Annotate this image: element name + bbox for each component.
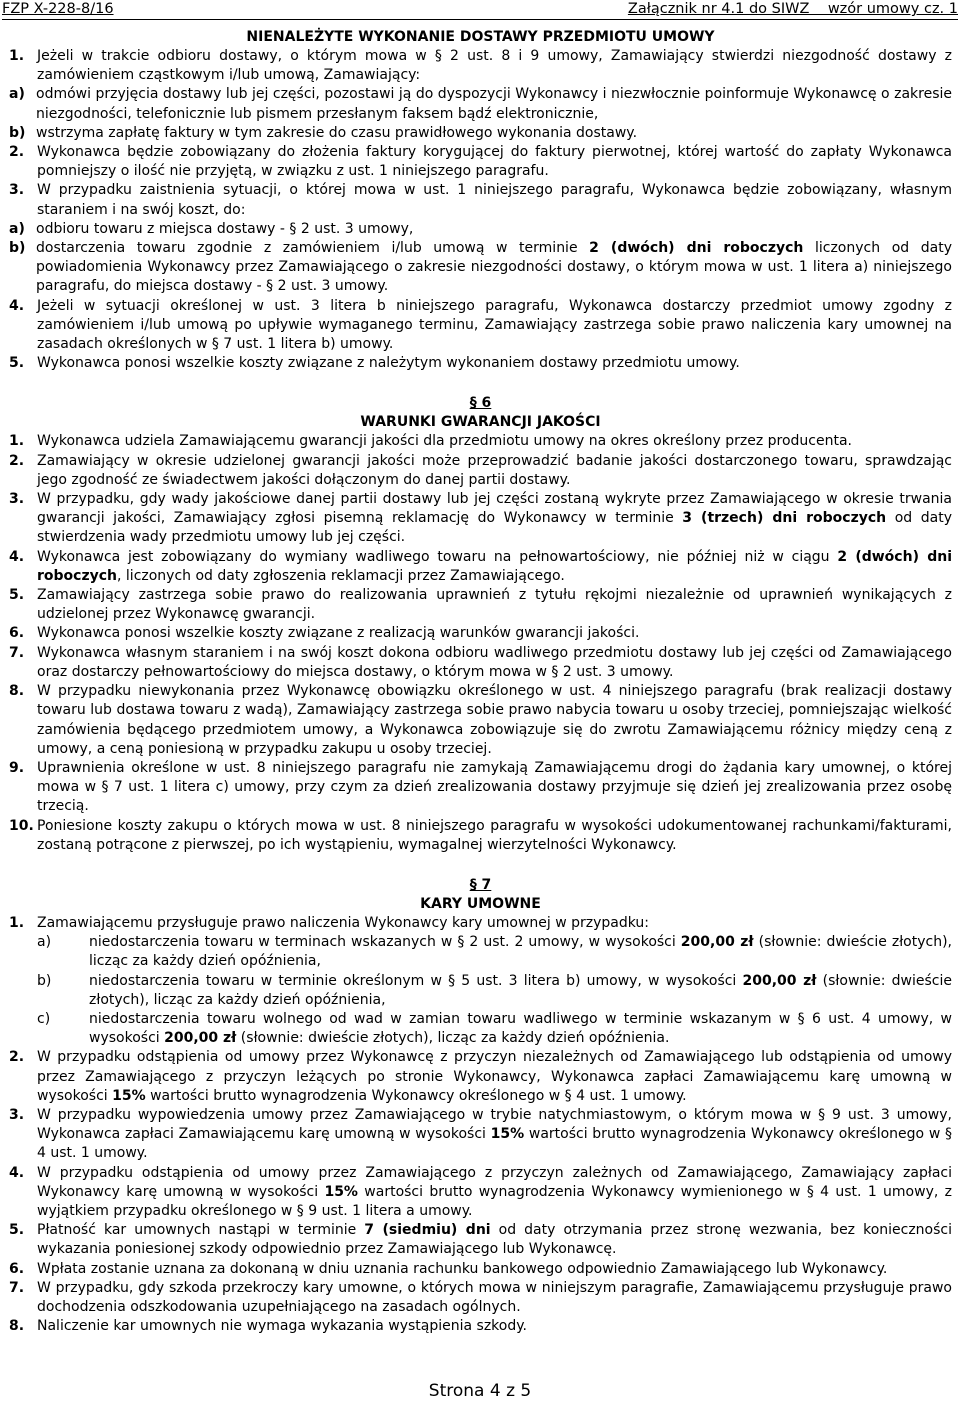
clause (9, 354, 952, 373)
sub-clause-label: b) (9, 240, 26, 257)
clause (9, 490, 952, 548)
page-header (2, 0, 958, 20)
clause-number: 2. (9, 452, 25, 469)
header-case-number: FZP X-228-8/16 (2, 1, 114, 17)
clause-text: Jeżeli w trakcie odbioru dostawy, o którym mowa w § 2 ust. 8 i 9 umowy, Zamawiający stwierdzi niezgodność dostawy z zamówieniem cząstkowym i/lub umową, Zamawiający: (37, 48, 952, 84)
clause (9, 297, 952, 355)
clause-text: Wykonawca własnym staraniem i na swój koszt dokona odbioru wadliwego przedmiotu dostawy lub jej części od Zamawiającego oraz dostarczy pełnowartościowy do miejsca dostawy, o którym mowa w § 2 ust. 3 umowy. (37, 644, 952, 680)
clause (9, 586, 952, 624)
clause (9, 1048, 952, 1106)
clause (9, 452, 952, 490)
sub-clause-label: a) (9, 86, 25, 103)
sub-clause-text: odbioru towaru z miejsca dostawy - § 2 ust. 3 umowy, (36, 220, 414, 237)
clause (9, 1164, 952, 1222)
sub-clause (9, 972, 952, 1010)
clause-number: 7. (9, 1279, 25, 1296)
sub-clause-label: c) (37, 1010, 51, 1027)
clause-text: Zamawiający w okresie udzielonej gwarancji jakości może przeprowadzić badanie jakości dostarczonego towaru, sprawdzając jego zgodność ze świadectwem jakości dołączonym do danej partii dostawy. (37, 452, 952, 488)
clause (9, 1260, 952, 1279)
clause (9, 181, 952, 219)
clause-number: 7. (9, 644, 25, 661)
section-title: WARUNKI GWARANCJI JAKOŚCI (360, 414, 601, 431)
clause (9, 1317, 952, 1336)
clause-text: W przypadku, gdy wady jakościowe danej partii dostawy lub jej części zostaną wykryte przez Zamawiającego w okresie trwania gwarancji jakości, Zamawiający zgłosi pisemną reklamację do Wykonawcy w terminie 3 (trzech) dni roboczych od daty stwierdzenia wady przedmiotu umowy lub jej części. (37, 491, 953, 546)
clause-number: 8. (9, 683, 25, 700)
clause-number: 6. (9, 1260, 25, 1277)
clause (9, 624, 952, 643)
clause-number: 3. (9, 182, 25, 199)
clause (9, 644, 952, 682)
clause-number: 2. (9, 144, 25, 161)
section-number: § 7 (469, 876, 492, 893)
clause-number: 5. (9, 355, 25, 372)
clause-number: 4. (9, 297, 25, 314)
clause-number: 4. (9, 548, 25, 565)
clause-text: W przypadku odstąpienia od umowy przez Zamawiającego z przyczyn zależnych od Zamawiającego, Zamawiający zapłaci Wykonawcy karę umowną w wysokości 15% wartości brutto wynagrodzenia Wykonawcy wymienionego w § 4 ust. 1 umowy, z wyjątkiem przypadku określonego w § 9 ust. 1 litera a umowy. (37, 1164, 952, 1219)
clause (9, 817, 952, 855)
sub-clause (9, 1010, 952, 1048)
clause-text: Wykonawca jest zobowiązany do wymiany wadliwego towaru na pełnowartościowy, nie później niż w ciągu 2 (dwóch) dni roboczych, liczonych od daty zgłoszenia reklamacji przez Zamawiającego. (37, 548, 952, 584)
page-number: Strona 4 z 5 (428, 1381, 532, 1401)
sub-clause (9, 933, 952, 971)
clause-text: Wykonawca udziela Zamawiającemu gwarancji jakości dla przedmiotu umowy na okres określony przez producenta. (37, 433, 852, 450)
sub-clause-text: wstrzyma zapłatę faktury w tym zakresie do czasu prawidłowego wykonania dostawy. (36, 124, 638, 141)
clause-text: Wykonawca ponosi wszelkie koszty związane z należytym wykonaniem dostawy przedmiotu umowy. (37, 355, 740, 372)
clause-number: 3. (9, 1106, 25, 1123)
clause-text: Wykonawca ponosi wszelkie koszty związane z realizacją warunków gwarancji jakości. (37, 625, 640, 642)
clause-number: 1. (9, 433, 25, 450)
clause (9, 432, 952, 451)
section-title: KARY UMOWNE (420, 895, 541, 912)
clause-text: Płatność kar umownych nastąpi w terminie 7 (siedmiu) dni od daty otrzymania przez stronę wezwania, bez konieczności wykazania poniesionej szkody odpowiednio przez Zamawiającego lub Wykonawcę. (37, 1222, 952, 1258)
section-number: § 6 (469, 395, 492, 412)
clause-number: 1. (9, 48, 25, 64)
clause-text: Uprawnienia określone w ust. 8 niniejszego paragrafu nie zamykają Zamawiającemu drogi do żądania kary umownej, o której mowa w § 7 ust. 1 litera c) umowy, przy czym za dzień zrealizowania dostawy przyjmuje się dzień jej zrealizowania przez osobę trzecią. (37, 759, 952, 815)
clause-text: Jeżeli w sytuacji określonej w ust. 3 litera b niniejszego paragrafu, Wykonawca dostarczy przedmiot umowy zgodny z zamówieniem i/lub umową po upływie wymaganego terminu, Zamawiający zastrzega sobie prawo naliczenia kary umownej na zasadach określonych w § 7 ust. 1 litera b) umowy. (37, 297, 952, 353)
clause (9, 682, 952, 759)
clause-text: Naliczenie kar umownych nie wymaga wykazania wystąpienia szkody. (37, 1318, 527, 1335)
clause-number: 9. (9, 759, 25, 776)
sub-clause-label: b) (37, 972, 52, 989)
clause-text: Zamawiającemu przysługuje prawo naliczenia Wykonawcy kary umownej w przypadku: (37, 914, 650, 931)
sub-clause-label: a) (37, 934, 52, 951)
clause (9, 914, 952, 933)
clause (9, 1221, 952, 1259)
clause (9, 548, 952, 586)
sub-clause-text: odmówi przyjęcia dostawy lub jej części, pozostawi ją do dyspozycji Wykonawcy i niezwłocznie poinformuje Wykonawcę o zakresie niezgodności, telefonicznie lub pismem przesłanym faksem bądź elektronicznie, (36, 86, 952, 122)
clause-number: 4. (9, 1164, 25, 1181)
sub-clause-text: niedostarczenia towaru w terminach wskazanych w § 2 ust. 2 umowy, w wysokości 200,00 zł (słownie: dwieście złotych), licząc za każdy dzień opóźnienia, (89, 934, 952, 970)
clause-text: W przypadku, gdy szkoda przekroczy kary umowne, o których mowa w niniejszym paragrafie, Zamawiającemu przysługuje prawo dochodzenia odszkodowania uzupełniającego na zasadach ogólnych. (37, 1279, 952, 1315)
document-body (9, 28, 952, 1336)
sub-clause (9, 85, 952, 123)
header-attachment-label: Załącznik nr 4.1 do SIWZ wzór umowy cz. 1 (627, 1, 958, 17)
clause-text: W przypadku wypowiedzenia umowy przez Zamawiającego w trybie natychmiastowym, o którym mowa w § 9 ust. 3 umowy, Wykonawca zapłaci Zamawiającemu karę umowną w wysokości 15% wartości brutto wynagrodzenia Wykonawcy określonego w § 4 ust. 1 umowy. (37, 1106, 952, 1162)
clause-text: Wpłata zostanie uznana za dokonaną w dniu uznania rachunku bankowego odpowiednio Zamawiającego lub Wykonawcy. (37, 1260, 888, 1277)
sub-clause (9, 239, 952, 297)
section-title: NIENALEŻYTE WYKONANIE DOSTAWY PRZEDMIOTU UMOWY (246, 29, 715, 45)
sub-clause-text: dostarczenia towaru zgodnie z zamówieniem i/lub umową w terminie 2 (dwóch) dni roboczych liczonych od daty powiadomienia Wykonawcy przez Zamawiającego o zakresie niezgodności dostawy, o którym mowa w ust. 1 litera a) niniejszego paragrafu, do miejsca dostawy - § 2 ust. 3 umowy. (36, 240, 952, 295)
clause-number: 6. (9, 625, 25, 642)
clause-text: W przypadku zaistnienia sytuacji, o której mowa w ust. 1 niniejszego paragrafu, Wykonawca będzie zobowiązany, własnym staraniem i na swój koszt, do: (37, 182, 952, 218)
clause (9, 1279, 952, 1317)
clause-number: 2. (9, 1049, 25, 1066)
clause-number: 5. (9, 587, 25, 604)
sub-clause-text: niedostarczenia towaru w terminie określonym w § 5 ust. 3 litera b) umowy, w wysokości 200,00 zł (słownie: dwieście złotych), licząc za każdy dzień opóźnienia, (89, 972, 952, 1008)
sub-clause-label: b) (9, 124, 26, 141)
clause-number: 5. (9, 1222, 25, 1239)
clause (9, 1106, 952, 1164)
clause (9, 47, 952, 85)
clause-text: W przypadku odstąpienia od umowy przez Wykonawcę z przyczyn niezależnych od Zamawiającego lub odstąpienia od umowy przez Zamawiającego z przyczyn leżących po stronie Wykonawcy, Wykonawca zapłaci Zamawiającemu karę umowną w wysokości 15% wartości brutto wynagrodzenia Wykonawcy określonego w § 4 ust. 1 umowy. (37, 1049, 952, 1104)
sub-clause-label: a) (9, 220, 25, 237)
clause (9, 759, 952, 817)
clause-text: W przypadku niewykonania przez Wykonawcę obowiązku określonego w ust. 4 niniejszego paragrafu (brak realizacji dostawy towaru lub dostawa towaru z wadą), Zamawiający zastrzega sobie prawo nabycia towaru u osoby trzeciej, pomniejszając wielkość zamówienia będącego przedmiotem umowy, a Wykonawca zobowiązuje się do zwrotu Zamawiającemu różnicy między ceną z umowy, a ceną poniesioną w przypadku zakupu u osoby trzeciej. (37, 683, 952, 757)
clause-text: Zamawiający zastrzega sobie prawo do realizowania uprawnień z tytułu rękojmi niezależnie od uprawnień wynikających z udzielonej przez Wykonawcę gwarancji. (37, 587, 952, 623)
clause-number: 3. (9, 491, 25, 508)
sub-clause (9, 220, 952, 239)
sub-clause-text: niedostarczenia towaru wolnego od wad w zamian towaru wadliwego w terminie wskazanym w § 6 ust. 4 umowy, w wysokości 200,00 zł (słownie: dwieście złotych), licząc za każdy dzień opóźnienia. (89, 1010, 952, 1047)
clause-number: 1. (9, 914, 25, 931)
clause-text: Poniesione koszty zakupu o których mowa w ust. 8 niniejszego paragrafu w wysokości udokumentowanej rachunkami/fakturami, zostaną potrącone z pierwszej, po ich wystąpieniu, wymagalnej wierzytelności Wykonawcy. (37, 817, 952, 853)
clause-number: 10. (9, 817, 34, 834)
clause-text: Wykonawca będzie zobowiązany do złożenia faktury korygującej do faktury pierwotnej, której wartość do zapłaty Wykonawca pomniejszy o ilość nie przyjętą, w związku z ust. 1 niniejszego paragrafu. (37, 144, 952, 180)
clause (9, 143, 952, 181)
sub-clause (9, 124, 952, 143)
clause-number: 8. (9, 1318, 25, 1335)
